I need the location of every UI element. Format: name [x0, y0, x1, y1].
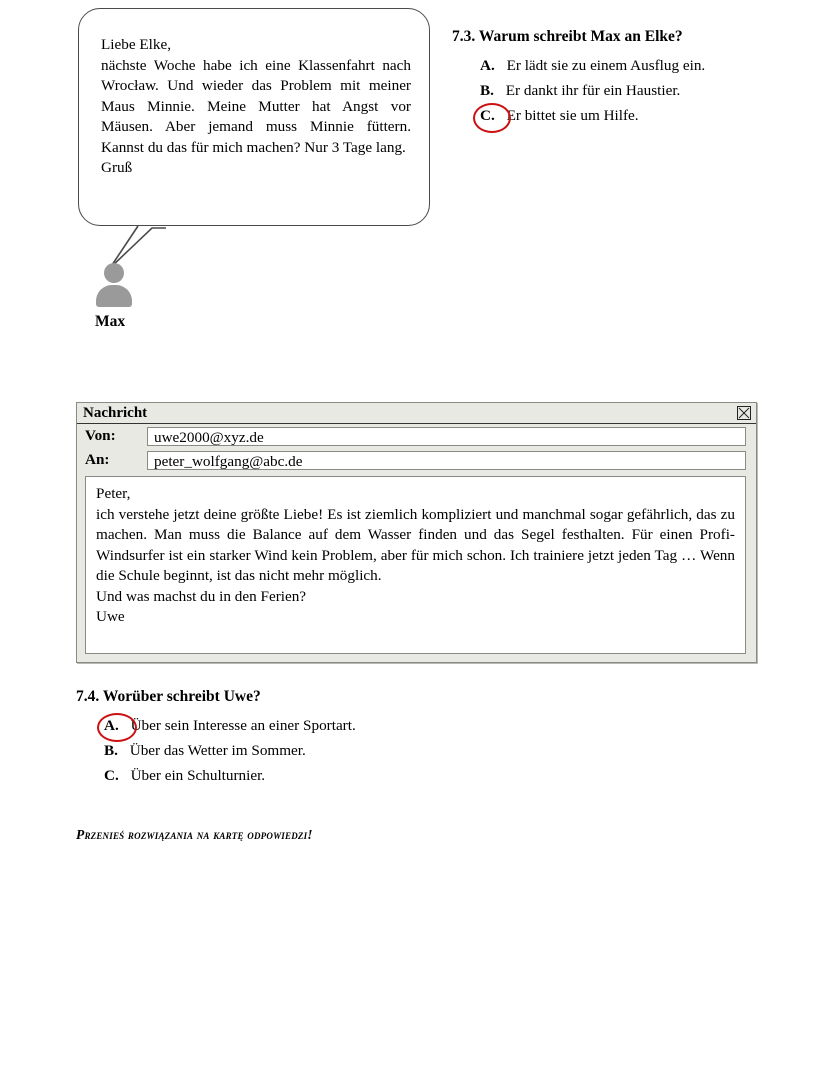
avatar-head-icon	[104, 263, 124, 283]
option-7-3-a-letter: A.	[480, 57, 495, 74]
question-7-4-title: 7.4. Worüber schreibt Uwe?	[76, 688, 261, 705]
option-7-3-c[interactable]	[452, 103, 802, 128]
option-7-4-b[interactable]	[76, 738, 496, 763]
question-7-4	[76, 687, 496, 788]
message-body-line-4: Uwe	[96, 608, 125, 625]
message-body-line-3: Und was machst du in den Ferien?	[96, 587, 307, 605]
message-field-from-label: Von:	[85, 427, 116, 444]
option-7-4-c-text: Über ein Schulturnier.	[130, 767, 266, 784]
option-7-3-b[interactable]	[452, 78, 802, 103]
message-field-from-value[interactable]: uwe2000@xyz.de	[147, 427, 746, 446]
option-7-3-a[interactable]	[452, 53, 802, 78]
option-7-4-c[interactable]	[76, 763, 496, 788]
question-7-3	[452, 27, 802, 128]
option-7-3-b-text: Er dankt ihr für ein Haustier.	[505, 82, 681, 99]
letter-signoff: Gruß	[101, 159, 133, 176]
option-7-4-a-text: Über sein Interesse an einer Sportart.	[130, 717, 356, 734]
avatar	[94, 263, 134, 311]
option-7-4-b-text: Über das Wetter im Sommer.	[129, 742, 306, 759]
question-7-3-options	[452, 53, 802, 128]
close-icon[interactable]	[737, 406, 751, 420]
option-7-3-c-letter: C.	[480, 107, 495, 124]
speech-bubble	[78, 8, 430, 226]
avatar-body-icon	[96, 285, 132, 307]
message-window-titlebar	[77, 403, 756, 424]
option-7-3-b-letter: B.	[480, 82, 494, 99]
footer-instruction: Przenieś rozwiązania na kartę odpowiedzi!	[76, 827, 313, 842]
message-body-line-2: ich verstehe jetzt deine größte Liebe! Es ist ziemlich kompliziert und manchmal sogar gefährlich, das zu machen. Man muss die Balance auf dem Wasser finden und das Segel festhalten. Für einen Profi-Windsurfer ist ein starker Wind kein Problem, aber für mich schon. Ich trainiere jetzt jeden Tag … Wenn die Schule beginnt, ist das nicht mehr möglich.	[96, 505, 735, 584]
option-7-4-c-letter: C.	[104, 767, 119, 784]
option-7-3-a-text: Er lädt sie zu einem Ausflug ein.	[506, 57, 706, 74]
message-field-to-value[interactable]: peter_wolfgang@abc.de	[147, 451, 746, 470]
option-7-4-a[interactable]	[76, 713, 496, 738]
speech-bubble-text	[101, 35, 411, 179]
message-window-title: Nachricht	[83, 405, 148, 421]
option-7-4-b-letter: B.	[104, 742, 118, 759]
message-window	[76, 402, 757, 663]
message-field-from	[77, 424, 756, 448]
message-field-to-label: An:	[85, 451, 110, 468]
letter-body: nächste Woche habe ich eine Klassenfahrt nach Wrocław. Und wieder das Problem mit meiner Maus Minnie. Meine Mutter hat Angst vor Mäusen. Aber jemand muss Minnie füttern. Kannst du das für mich machen? Nur 3 Tage lang.	[101, 56, 411, 156]
message-body-line-1: Peter,	[96, 485, 131, 502]
letter-greeting: Liebe Elke,	[101, 36, 171, 53]
option-7-3-c-text: Er bittet sie um Hilfe.	[506, 107, 639, 124]
message-body[interactable]	[85, 476, 746, 654]
speech-bubble-block	[78, 8, 430, 258]
question-7-4-options	[76, 713, 496, 788]
question-7-3-title: 7.3. Warum schreibt Max an Elke?	[452, 28, 683, 45]
avatar-label: Max	[95, 313, 126, 330]
option-7-4-a-letter: A.	[104, 717, 119, 734]
message-field-to	[77, 448, 756, 472]
